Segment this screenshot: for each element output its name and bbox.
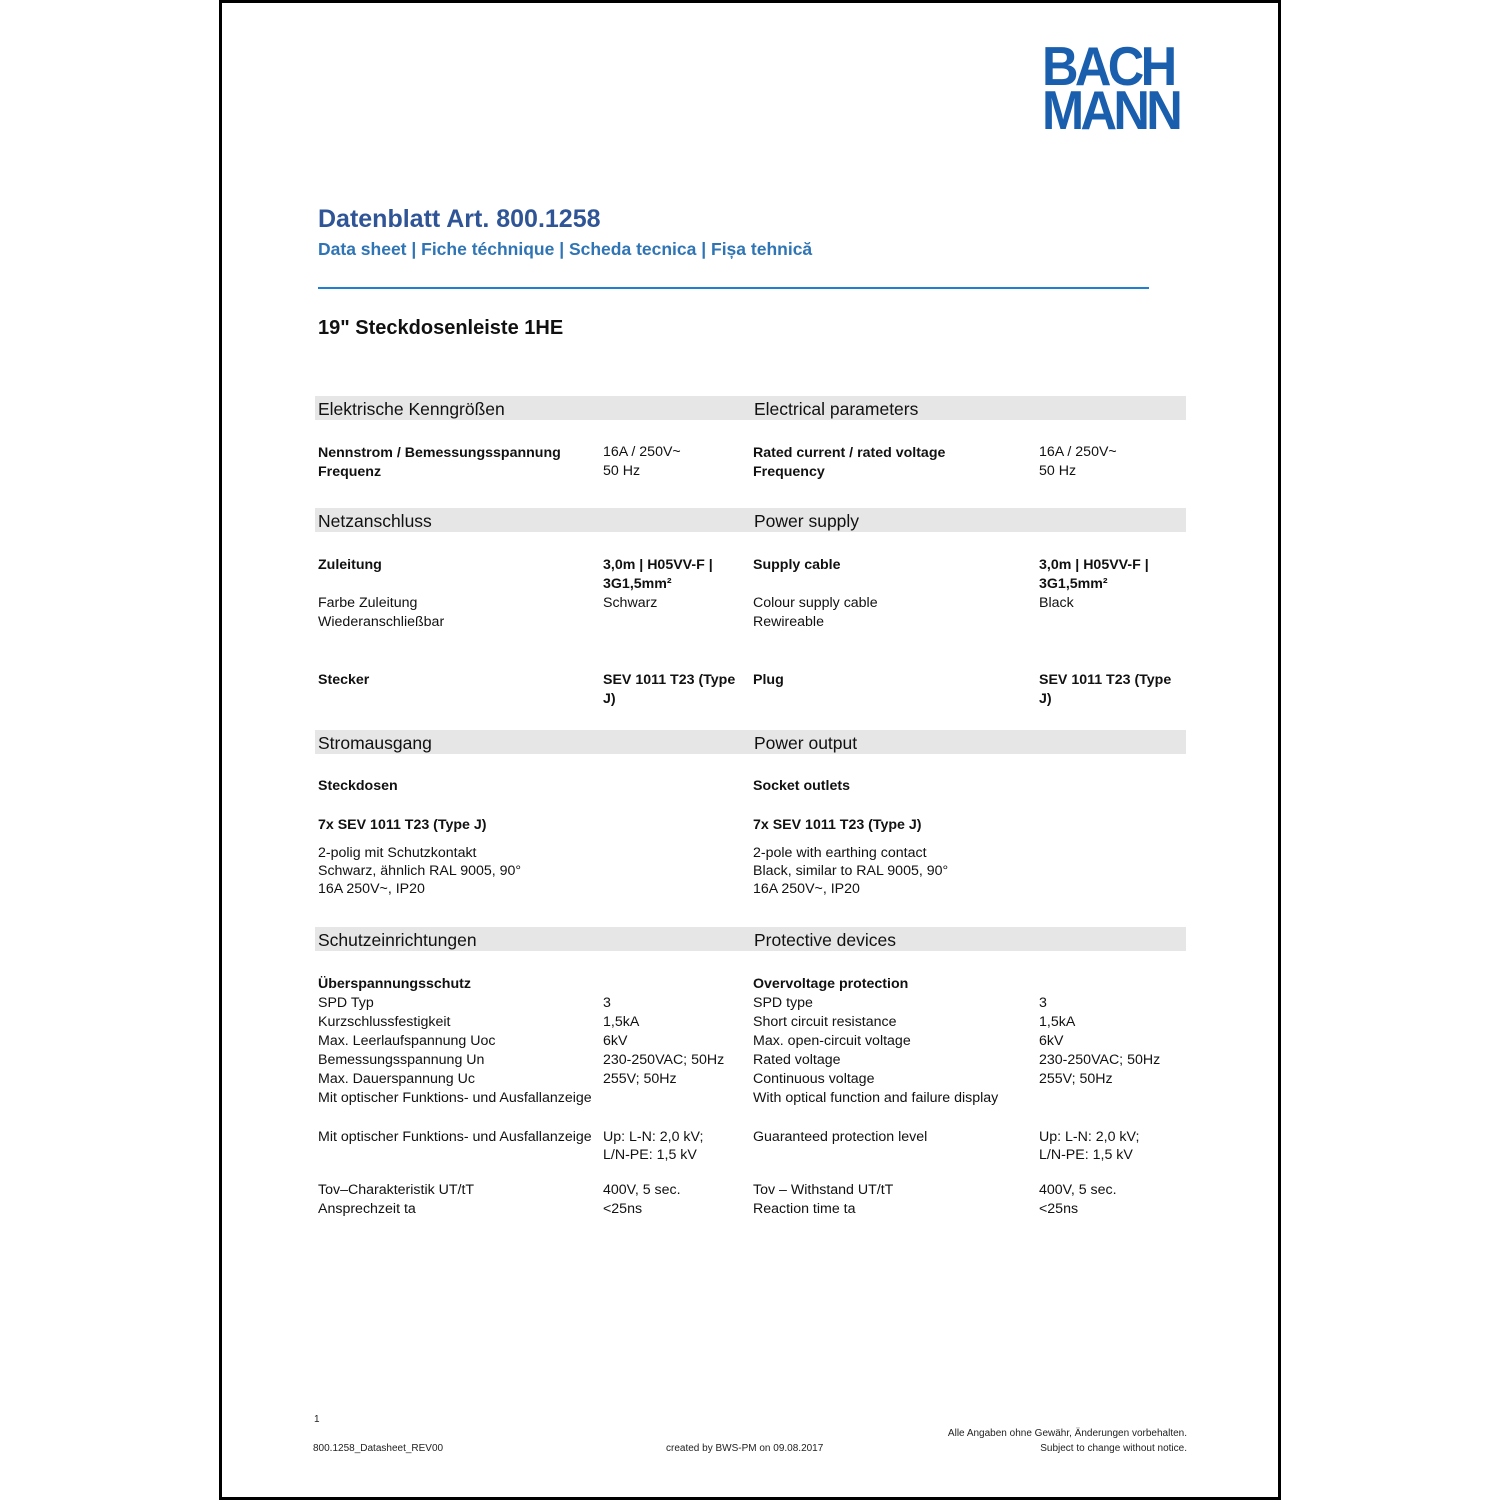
document-id: 800.1258_Datasheet_REV00 [313, 1443, 444, 1454]
value-cable-colour-de: Schwarz [603, 595, 658, 611]
header-divider [318, 287, 1149, 289]
value-plug-de-2: J) [603, 691, 616, 707]
socket-detail-de-1: 2-polig mit Schutzkontakt [318, 845, 477, 861]
value-tov-en: 400V, 5 sec. [1039, 1182, 1117, 1198]
label-rated-current-de: Nennstrom / Bemessungsspannung [318, 445, 561, 461]
label-plug-en: Plug [753, 672, 784, 688]
value-frequency-de: 50 Hz [603, 463, 641, 479]
label-optical-display-de: Mit optischer Funktions- und Ausfallanzeige [318, 1090, 592, 1106]
socket-type-de: 7x SEV 1011 T23 (Type J) [318, 817, 487, 833]
value-rated-voltage-de: 230-250VAC; 50Hz [603, 1052, 725, 1068]
label-protection-level-de: Mit optischer Funktions- und Ausfallanzeige [318, 1129, 592, 1145]
label-overvoltage-en: Overvoltage protection [753, 976, 909, 992]
label-open-circuit-de: Max. Leerlaufspannung Uoc [318, 1033, 496, 1049]
section-header-protective-de: Schutzeinrichtungen [315, 927, 751, 951]
label-rated-voltage-de: Bemessungsspannung Un [318, 1052, 485, 1068]
section-header-power-supply-en: Power supply [751, 508, 1186, 532]
label-rated-voltage-en: Rated voltage [753, 1052, 841, 1068]
label-socket-outlets-en: Socket outlets [753, 778, 850, 794]
value-tov-de: 400V, 5 sec. [603, 1182, 681, 1198]
value-short-circuit-de: 1,5kA [603, 1014, 640, 1030]
value-supply-cable-en-1: 3,0m | H05VV-F | [1039, 557, 1149, 573]
label-optical-display-en: With optical function and failure display [753, 1090, 999, 1106]
label-tov-en: Tov – Withstand UT/tT [753, 1182, 894, 1198]
value-spd-type-de: 3 [603, 995, 611, 1011]
bachmann-logo [1042, 35, 1180, 141]
label-plug-de: Stecker [318, 672, 370, 688]
label-spd-type-de: SPD Typ [318, 995, 374, 1011]
label-tov-de: Tov–Charakteristik UT/tT [318, 1182, 475, 1198]
label-rewireable-de: Wiederanschließbar [318, 614, 445, 630]
label-supply-cable-de: Zuleitung [318, 557, 382, 573]
value-protection-level-de-2: L/N-PE: 1,5 kV [603, 1147, 697, 1163]
value-protection-level-en-1: Up: L-N: 2,0 kV; [1039, 1129, 1140, 1145]
label-reaction-time-de: Ansprechzeit ta [318, 1201, 416, 1217]
logo-line-2: MANN [1042, 79, 1180, 141]
label-rewireable-en: Rewireable [753, 614, 824, 630]
section-header-power-output-en: Power output [751, 730, 1186, 754]
label-reaction-time-en: Reaction time ta [753, 1201, 856, 1217]
created-by: created by BWS-PM on 09.08.2017 [666, 1443, 824, 1454]
socket-detail-en-1: 2-pole with earthing contact [753, 845, 927, 861]
value-open-circuit-de: 6kV [603, 1033, 628, 1049]
label-cable-colour-de: Farbe Zuleitung [318, 595, 418, 611]
label-overvoltage-de: Überspannungsschutz [318, 976, 471, 992]
value-reaction-time-en: <25ns [1039, 1201, 1079, 1217]
value-spd-type-en: 3 [1039, 995, 1047, 1011]
value-cable-colour-en: Black [1039, 595, 1074, 611]
disclaimer-de: Alle Angaben ohne Gewähr, Änderungen vorbehalten. [947, 1428, 1187, 1439]
label-continuous-voltage-de: Max. Dauerspannung Uc [318, 1071, 475, 1087]
value-supply-cable-de-1: 3,0m | H05VV-F | [603, 557, 713, 573]
label-open-circuit-en: Max. open-circuit voltage [753, 1033, 911, 1049]
section-header-power-output-de: Stromausgang [315, 730, 751, 754]
value-supply-cable-en-2: 3G1,5mm² [1039, 576, 1108, 592]
label-frequency-de: Frequenz [318, 464, 382, 480]
page-number: 1 [314, 1414, 320, 1425]
label-supply-cable-en: Supply cable [753, 557, 841, 573]
value-plug-de-1: SEV 1011 T23 (Type [603, 672, 736, 688]
value-reaction-time-de: <25ns [603, 1201, 643, 1217]
value-plug-en-2: J) [1039, 691, 1052, 707]
section-header-power-supply-de: Netzanschluss [315, 508, 751, 532]
logo-line-1: BACH [1042, 35, 1174, 97]
label-rated-current-en: Rated current / rated voltage [753, 445, 946, 461]
value-frequency-en: 50 Hz [1039, 463, 1077, 479]
value-supply-cable-de-2: 3G1,5mm² [603, 576, 672, 592]
value-continuous-voltage-de: 255V; 50Hz [603, 1071, 677, 1087]
value-protection-level-de-1: Up: L-N: 2,0 kV; [603, 1129, 704, 1145]
label-socket-outlets-de: Steckdosen [318, 778, 398, 794]
value-short-circuit-en: 1,5kA [1039, 1014, 1076, 1030]
product-name: 19" Steckdosenleiste 1HE [318, 317, 564, 339]
socket-detail-en-3: 16A 250V~, IP20 [753, 881, 860, 897]
label-short-circuit-de: Kurzschlussfestigkeit [318, 1014, 451, 1030]
disclaimer-en: Subject to change without notice. [1040, 1443, 1187, 1454]
socket-type-en: 7x SEV 1011 T23 (Type J) [753, 817, 922, 833]
label-short-circuit-en: Short circuit resistance [753, 1014, 897, 1030]
section-header-electrical-en: Electrical parameters [751, 396, 1186, 420]
socket-detail-de-3: 16A 250V~, IP20 [318, 881, 425, 897]
value-protection-level-en-2: L/N-PE: 1,5 kV [1039, 1147, 1133, 1163]
socket-detail-de-2: Schwarz, ähnlich RAL 9005, 90° [318, 863, 522, 879]
page-subtitle: Data sheet | Fiche téchnique | Scheda tecnica | Fișa tehnică [318, 239, 813, 259]
label-continuous-voltage-en: Continuous voltage [753, 1071, 875, 1087]
label-protection-level-en: Guaranteed protection level [753, 1129, 928, 1145]
value-plug-en-1: SEV 1011 T23 (Type [1039, 672, 1172, 688]
label-spd-type-en: SPD type [753, 995, 813, 1011]
section-header-protective-en: Protective devices [751, 927, 1186, 951]
socket-detail-en-2: Black, similar to RAL 9005, 90° [753, 863, 949, 879]
section-header-electrical-de: Elektrische Kenngrößen [315, 396, 751, 420]
page-title: Datenblatt Art. 800.1258 [318, 205, 601, 233]
value-open-circuit-en: 6kV [1039, 1033, 1064, 1049]
label-cable-colour-en: Colour supply cable [753, 595, 878, 611]
label-frequency-en: Frequency [753, 464, 825, 480]
value-rated-current-de: 16A / 250V~ [603, 444, 681, 460]
value-continuous-voltage-en: 255V; 50Hz [1039, 1071, 1113, 1087]
value-rated-current-en: 16A / 250V~ [1039, 444, 1117, 460]
value-rated-voltage-en: 230-250VAC; 50Hz [1039, 1052, 1161, 1068]
